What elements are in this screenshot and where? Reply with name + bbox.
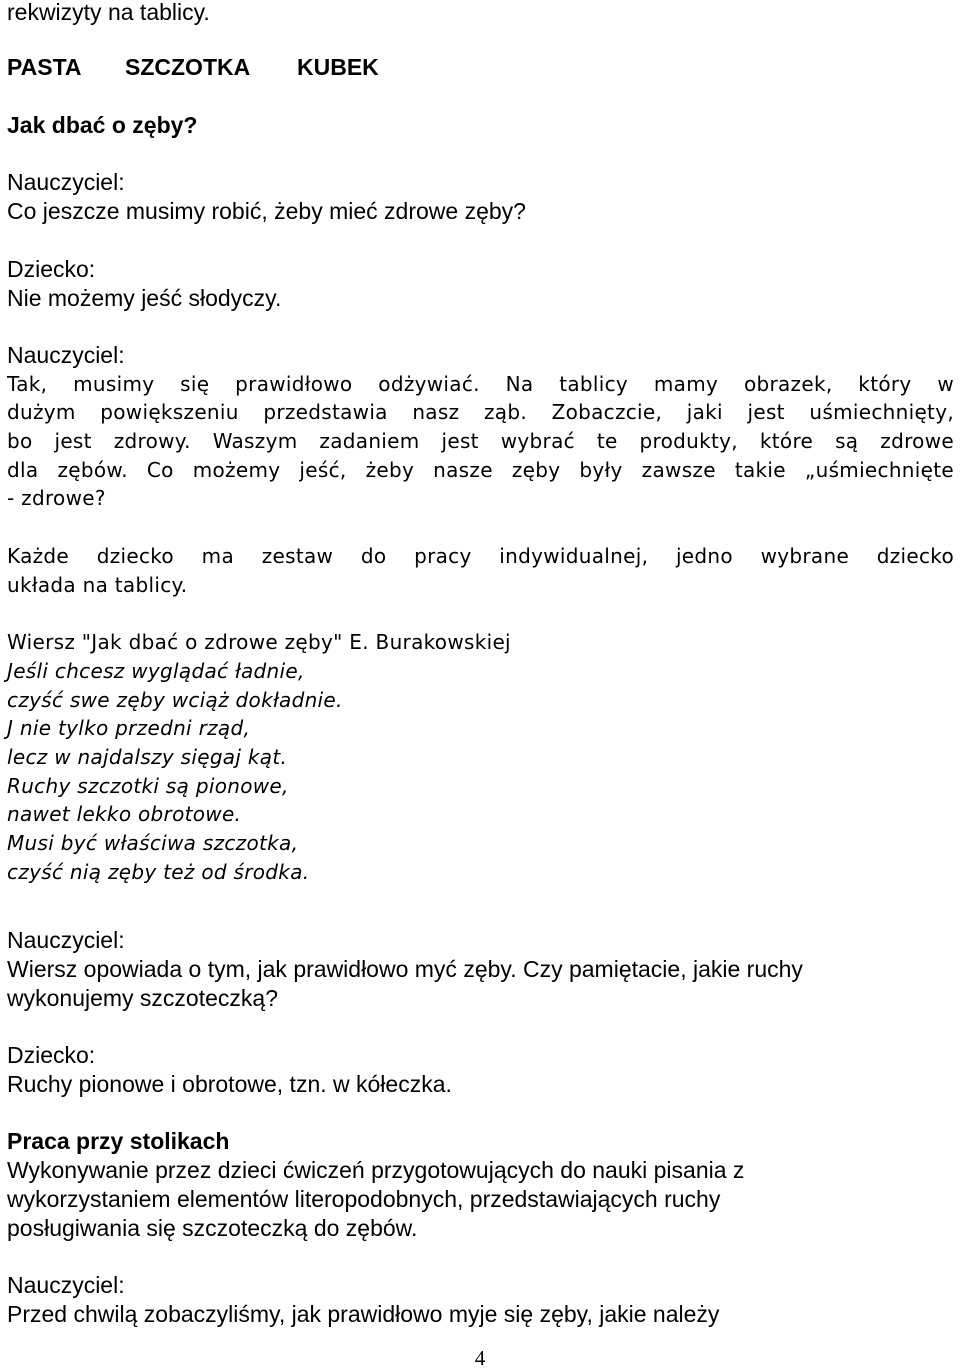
prop-item: PASTA bbox=[7, 54, 82, 80]
dialogue-line: wykonujemy szczoteczką? bbox=[7, 985, 278, 1011]
section-title: Jak dbać o zęby? bbox=[7, 112, 198, 138]
poem-line: czyść nią zęby też od środka. bbox=[7, 860, 310, 884]
prop-item: SZCZOTKA bbox=[125, 54, 251, 80]
dialogue-text: Przed chwilą zobaczyliśmy, jak prawidłowo myje się zęby, jakie należy bbox=[7, 1301, 720, 1327]
poem-line: lecz w najdalszy sięgaj kąt. bbox=[7, 745, 288, 769]
page-number: 4 bbox=[474, 1346, 486, 1370]
poem-line: czyść swe zęby wciąż dokładnie. bbox=[7, 688, 343, 712]
dialogue-line: Wiersz opowiada o tym, jak prawidłowo myć zęby. Czy pamiętacie, jakie ruchy bbox=[7, 956, 803, 982]
poem-title: Wiersz "Jak dbać o zdrowe zęby" E. Burakowskiej bbox=[7, 630, 511, 654]
poem-line: Ruchy szczotki są pionowe, bbox=[7, 774, 289, 798]
dialogue-text: Nie możemy jeść słodyczy. bbox=[7, 285, 282, 311]
speaker-label: Nauczyciel: bbox=[7, 1272, 125, 1298]
intro-text: rekwizyty na tablicy. bbox=[7, 0, 210, 25]
props-list bbox=[7, 53, 379, 81]
instruction-line: układa na tablicy. bbox=[7, 573, 188, 597]
dialogue-line: bo jest zdrowy. Waszym zadaniem jest wybrać te produkty, które są zdrowe bbox=[7, 429, 954, 453]
section-line: wykorzystaniem elementów literopodobnych, przedstawiających ruchy bbox=[7, 1186, 721, 1212]
speaker-label: Nauczyciel: bbox=[7, 169, 125, 195]
dialogue-text: Ruchy pionowe i obrotowe, tzn. w kółeczka. bbox=[7, 1071, 452, 1097]
section-title: Praca przy stolikach bbox=[7, 1128, 230, 1154]
poem-line: nawet lekko obrotowe. bbox=[7, 802, 242, 826]
speaker-label: Nauczyciel: bbox=[7, 927, 125, 953]
dialogue-line: dla zębów. Co możemy jeść, żeby nasze zęby były zawsze takie „uśmiechnięte bbox=[7, 458, 954, 482]
dialogue-line: - zdrowe? bbox=[7, 486, 106, 510]
dialogue-line: Tak, musimy się prawidłowo odżywiać. Na tablicy mamy obrazek, który w bbox=[7, 372, 954, 396]
poem-line: Musi być właściwa szczotka, bbox=[7, 831, 299, 855]
dialogue-text: Co jeszcze musimy robić, żeby mieć zdrowe zęby? bbox=[7, 198, 526, 224]
dialogue-line: dużym powiększeniu przedstawia nasz ząb. Zobaczcie, jaki jest uśmiechnięty, bbox=[7, 400, 954, 424]
speaker-label: Dziecko: bbox=[7, 256, 96, 282]
instruction-line: Każde dziecko ma zestaw do pracy indywidualnej, jedno wybrane dziecko bbox=[7, 544, 954, 568]
speaker-label: Dziecko: bbox=[7, 1042, 96, 1068]
section-line: posługiwania się szczoteczką do zębów. bbox=[7, 1215, 418, 1241]
speaker-label: Nauczyciel: bbox=[7, 342, 125, 368]
poem-line: Jeśli chcesz wyglądać ładnie, bbox=[7, 659, 305, 683]
poem-line: J nie tylko przedni rząd, bbox=[7, 716, 251, 740]
prop-item: KUBEK bbox=[297, 54, 379, 80]
section-line: Wykonywanie przez dzieci ćwiczeń przygotowujących do nauki pisania z bbox=[7, 1157, 745, 1183]
